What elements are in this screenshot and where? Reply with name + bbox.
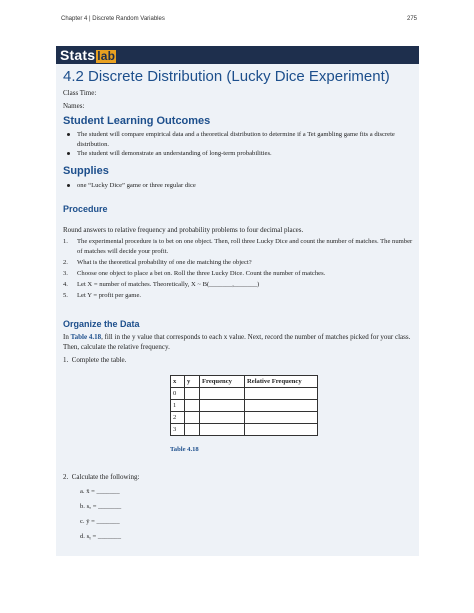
calc-item-b: b. sₓ = _______ [80, 503, 122, 510]
table-cell[interactable] [245, 400, 318, 412]
table-header-y: y [185, 376, 200, 388]
list-item: 2. What is the theoretical probability of one die matching the object? [63, 258, 252, 266]
table-cell[interactable] [245, 412, 318, 424]
list-item: one “Lucky Dice” game or three regular dice [63, 181, 413, 191]
statslab-logo [60, 47, 116, 63]
list-item: 3. Choose one object to place a bet on. Roll the three Lucky Dice. Count the number of matches. [63, 269, 326, 277]
table-cell[interactable] [185, 388, 200, 400]
table-cell[interactable] [185, 400, 200, 412]
page-title: 4.2 Discrete Distribution (Lucky Dice Experiment) [63, 68, 390, 85]
table-row [171, 424, 318, 436]
table-cell: 3 [171, 424, 185, 436]
organize-intro: In Table 4.18, fill in the y value that corresponds to each x value. Next, record the number of matches picked for your class. Then, calculate the relative frequency. [63, 333, 411, 351]
calc-item-d: d. sᵧ = _______ [80, 533, 122, 540]
calc-item-a: a. x̄ = _______ [80, 488, 120, 495]
bullet-icon [67, 152, 70, 155]
step-complete-table: 1. Complete the table. [63, 356, 127, 364]
frequency-table [170, 375, 318, 436]
step-calculate: 2. Calculate the following: [63, 473, 140, 481]
procedure-steps [63, 237, 413, 302]
table-header-relative-frequency: Relative Frequency [245, 376, 318, 388]
table-cell[interactable] [200, 412, 245, 424]
list-item: 4. Let X = number of matches. Theoretically, X ~ B(_______,_______) [63, 280, 260, 288]
chapter-title: Chapter 4 | Discrete Random Variables [61, 16, 165, 22]
list-item: The student will demonstrate an understanding of long-term probabilities. [63, 149, 413, 159]
table-cell[interactable] [185, 424, 200, 436]
supplies-heading: Supplies [63, 165, 109, 177]
outcomes-heading: Student Learning Outcomes [63, 115, 211, 127]
table-cell[interactable] [245, 424, 318, 436]
bullet-icon [67, 133, 70, 136]
table-cell[interactable] [245, 388, 318, 400]
supplies-list [63, 181, 413, 191]
table-cell: 2 [171, 412, 185, 424]
list-item: 1. The experimental procedure is to bet on one object. Then, roll three Lucky Dice and count the number of matches. The number of matches will decide your profit. [63, 238, 413, 255]
list-item: 5. Let Y = profit per game. [63, 291, 142, 299]
class-time-label: Class Time: [63, 89, 97, 97]
outcomes-list [63, 130, 413, 159]
table-cell[interactable] [200, 424, 245, 436]
bullet-icon [67, 184, 70, 187]
table-caption: Table 4.18 [170, 446, 199, 453]
table-link[interactable]: Table 4.18 [70, 333, 102, 341]
table-cell[interactable] [185, 412, 200, 424]
table-cell: 1 [171, 400, 185, 412]
logo-lab: lab [97, 49, 116, 63]
table-row [171, 412, 318, 424]
table-cell: 0 [171, 388, 185, 400]
logo-text: Stats [60, 47, 96, 63]
table-cell[interactable] [200, 388, 245, 400]
page-header [61, 16, 417, 28]
procedure-intro: Round answers to relative frequency and probability problems to four decimal places. [63, 226, 304, 234]
procedure-heading: Procedure [63, 204, 108, 214]
table-header-frequency: Frequency [200, 376, 245, 388]
calc-item-c: c. ȳ = _______ [80, 518, 120, 525]
table-cell[interactable] [200, 400, 245, 412]
names-label: Names: [63, 102, 85, 110]
page-number: 275 [406, 16, 417, 22]
table-row [171, 400, 318, 412]
table-header-x: x [171, 376, 185, 388]
list-item: The student will compare empirical data and a theoretical distribution to determine if a Tet gambling game fits a discrete distribution. [63, 130, 413, 149]
table-row [171, 388, 318, 400]
organize-heading: Organize the Data [63, 319, 140, 329]
